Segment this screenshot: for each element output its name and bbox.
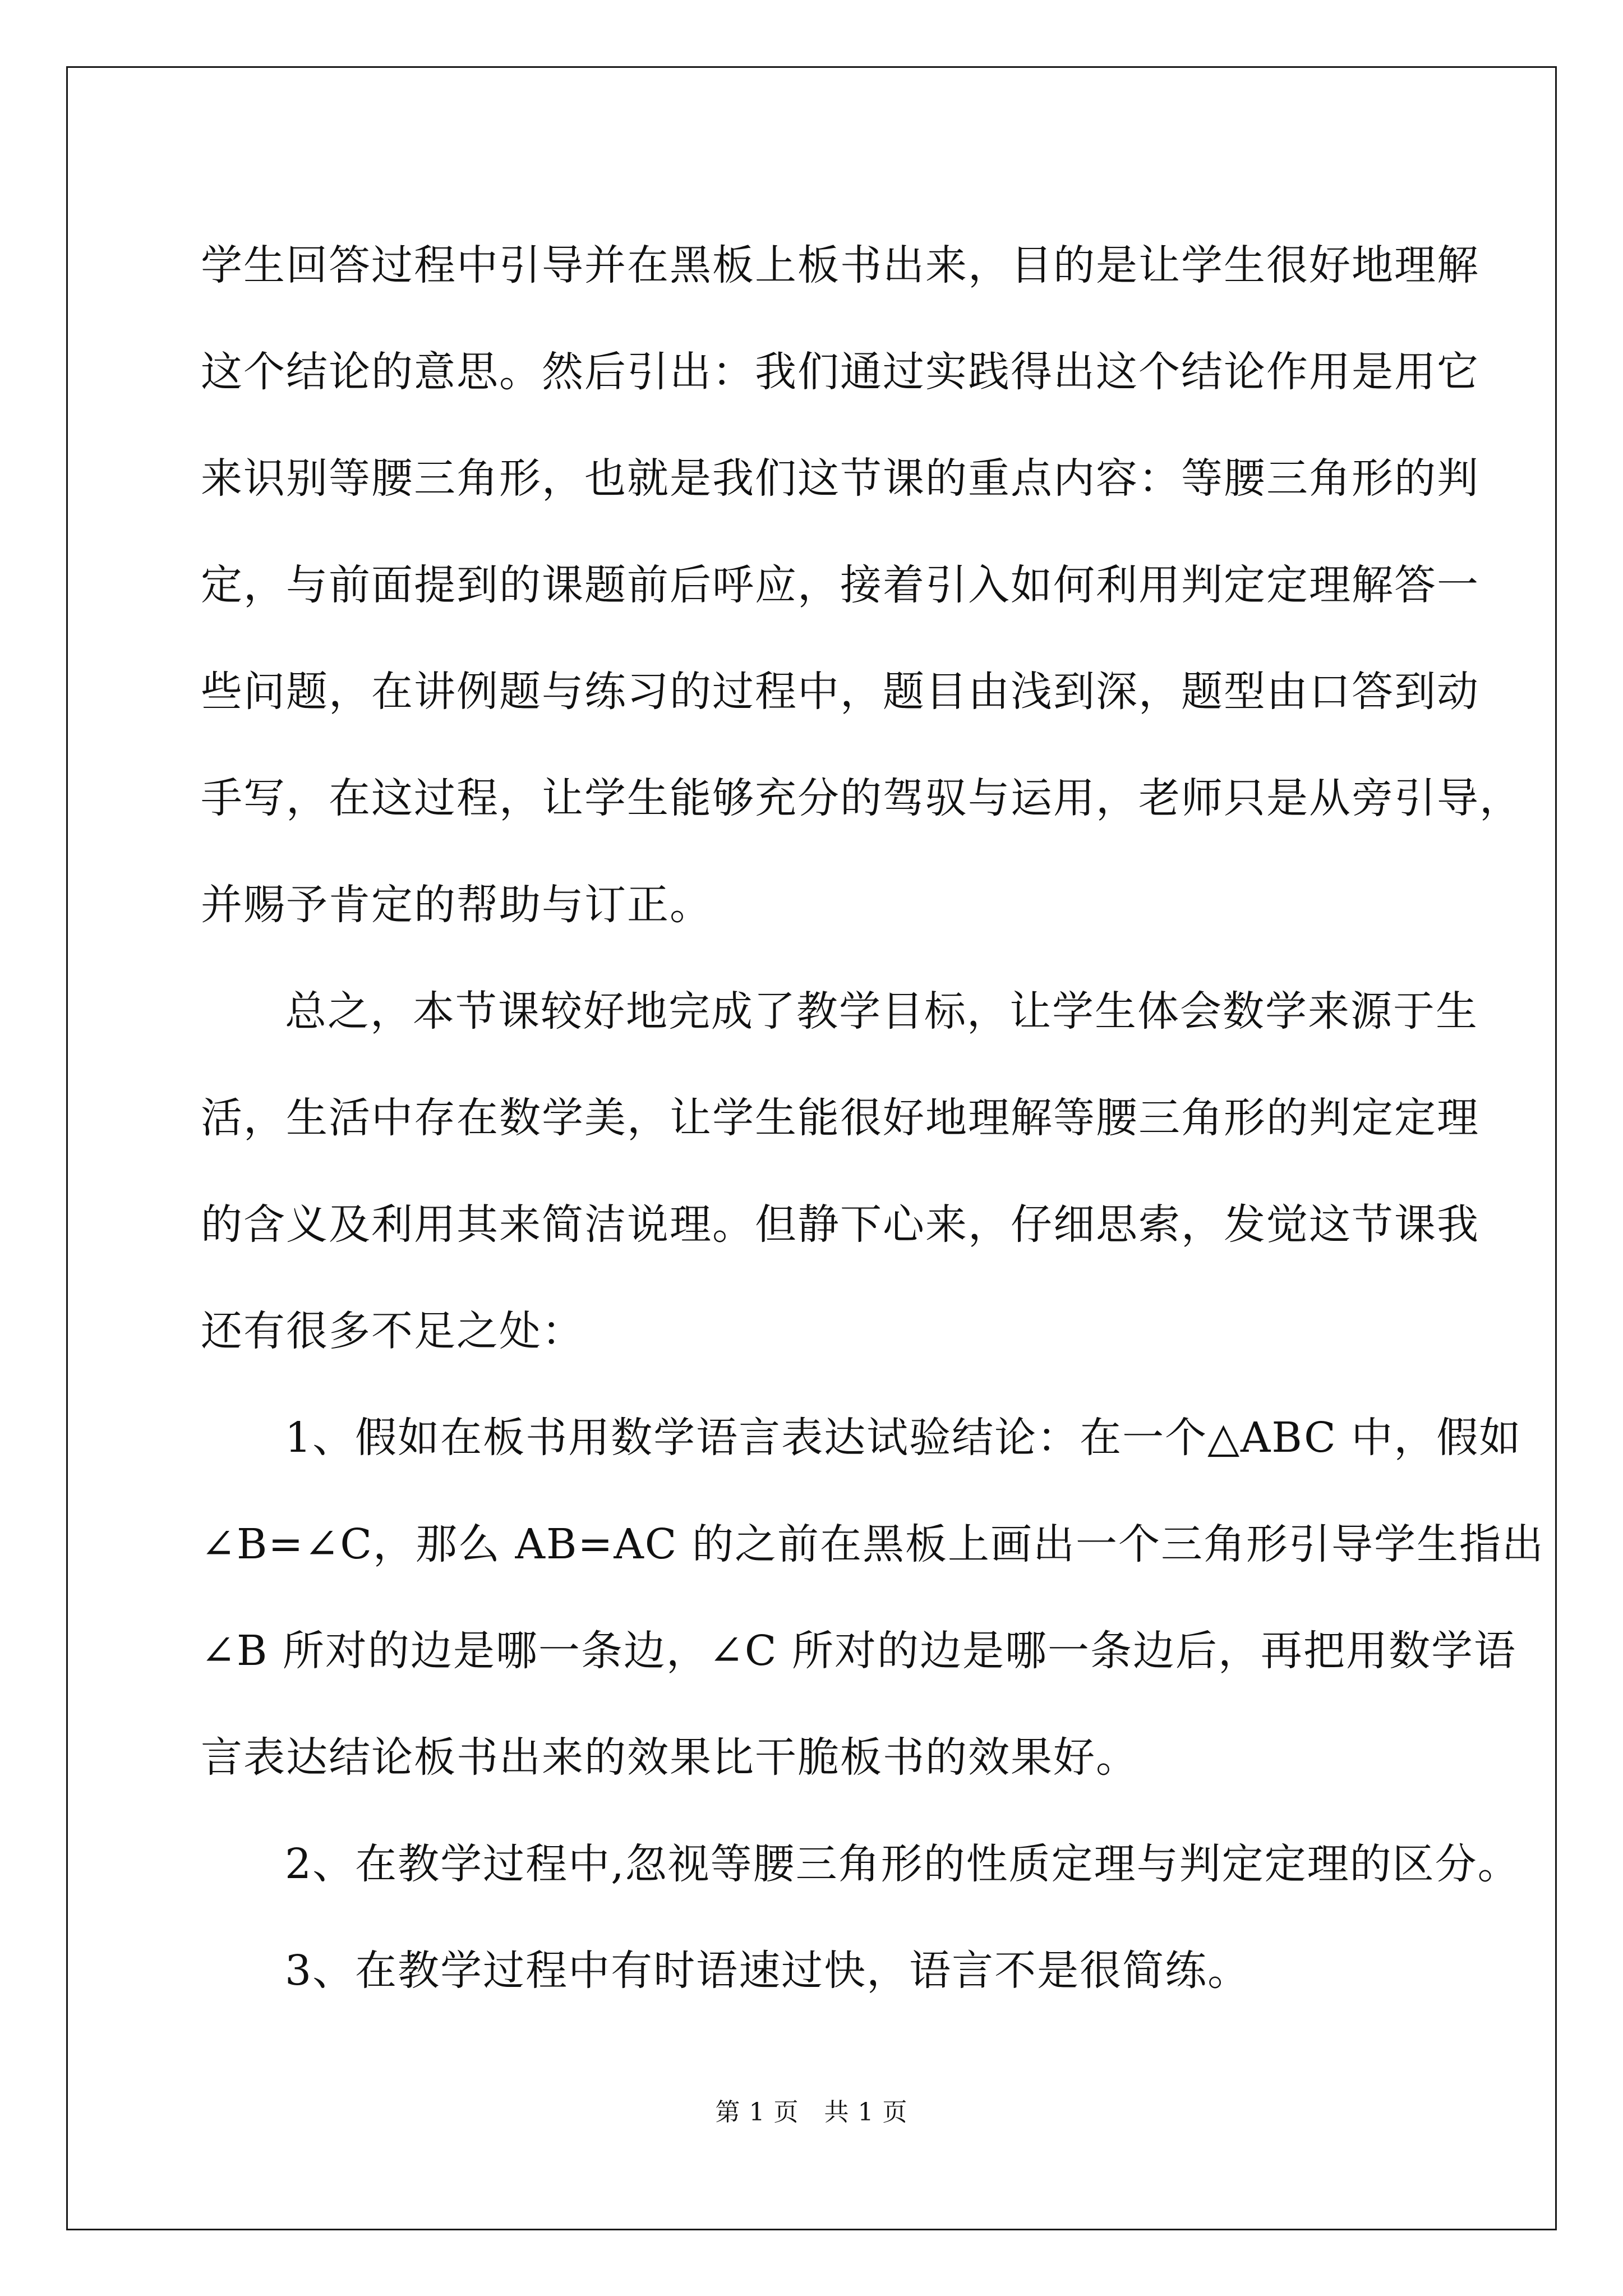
text-line: 定，与前面提到的课题前后呼应，接着引入如何利用判定定理解答一 [201,561,1479,609]
text-line: 学生回答过程中引导并在黑板上板书出来，目的是让学生很好地理解 [201,241,1479,289]
text-line: 的含义及利用其来简洁说理。但静下心来，仔细思索，发觉这节课我 [201,1200,1479,1249]
text-line: 来识别等腰三角形，也就是我们这节课的重点内容：等腰三角形的判 [201,454,1479,503]
paragraph [201,958,1479,1384]
text-line: 2、在教学过程中,忽视等腰三角形的性质定理与判定定理的区分。 [285,1840,1520,1888]
paragraph [201,1811,1520,1917]
paragraph [201,212,1522,958]
paragraph [201,1384,1544,1811]
paragraph [201,1917,1438,2024]
text-line: ∠B 所对的边是哪一条边，∠C 所对的边是哪一条边后，再把用数学语 [201,1627,1517,1675]
text-line: 还有很多不足之处： [201,1307,584,1355]
text-line: 手写，在这过程，让学生能够充分的驾驭与运用，老师只是从旁引导， [201,774,1522,822]
text-line: 些问题，在讲例题与练习的过程中，题目由浅到深，题型由口答到动 [201,668,1479,716]
text-line: 总之，本节课较好地完成了教学目标，让学生体会数学来源于生 [285,987,1478,1036]
text-line: 3、在教学过程中有时语速过快，语言不是很简练。 [285,1947,1251,1995]
page-number: 第 1 页 共 1 页 [715,2098,908,2127]
text-line: ∠B=∠C，那么 AB=AC 的之前在黑板上画出一个三角形引导学生指出 [201,1520,1544,1568]
text-line: 这个结论的意思。然后引出：我们通过实践得出这个结论作用是用它 [201,348,1479,396]
text-line: 并赐予肯定的帮助与订正。 [201,881,712,929]
text-line: 1、假如在板书用数学语言表达试验结论：在一个△ABC 中，假如 [285,1414,1522,1462]
text-line: 活，生活中存在数学美，让学生能很好地理解等腰三角形的判定定理 [201,1094,1479,1142]
page-footer [0,2096,1623,2129]
document-body [201,212,1544,2024]
text-line: 言表达结论板书出来的效果比干脆板书的效果好。 [201,1733,1138,1782]
